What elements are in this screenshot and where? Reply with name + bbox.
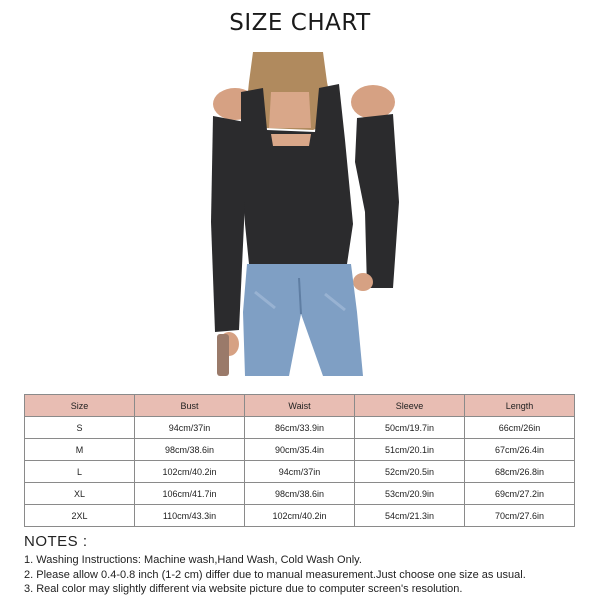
cell-sleeve: 53cm/20.9in bbox=[355, 483, 465, 505]
cell-sleeve: 54cm/21.3in bbox=[355, 505, 465, 527]
cell-length: 70cm/27.6in bbox=[465, 505, 575, 527]
size-chart-table bbox=[24, 394, 575, 527]
cell-waist: 86cm/33.9in bbox=[245, 417, 355, 439]
note-item: 2. Please allow 0.4-0.8 inch (1-2 cm) differ due to manual measurement.Just choose one size as usual. bbox=[24, 568, 526, 581]
cell-size: S bbox=[25, 417, 135, 439]
note-item: 3. Real color may slightly different via website picture due to computer screen's resolution. bbox=[24, 583, 463, 595]
cell-waist: 102cm/40.2in bbox=[245, 505, 355, 527]
column-header-sleeve: Sleeve bbox=[355, 395, 465, 417]
product-photo bbox=[205, 52, 405, 376]
column-header-length: Length bbox=[465, 395, 575, 417]
cell-size: 2XL bbox=[25, 505, 135, 527]
notes-section bbox=[24, 533, 584, 597]
cell-length: 67cm/26.4in bbox=[465, 439, 575, 461]
cell-bust: 102cm/40.2in bbox=[135, 461, 245, 483]
cell-sleeve: 52cm/20.5in bbox=[355, 461, 465, 483]
column-header-waist: Waist bbox=[245, 395, 355, 417]
column-header-bust: Bust bbox=[135, 395, 245, 417]
cell-waist: 90cm/35.4in bbox=[245, 439, 355, 461]
note-item: 1. Washing Instructions: Machine wash,Hand Wash, Cold Wash Only. bbox=[24, 554, 362, 566]
page-title: SIZE CHART bbox=[229, 10, 371, 36]
cell-waist: 98cm/38.6in bbox=[245, 483, 355, 505]
cell-length: 69cm/27.2in bbox=[465, 483, 575, 505]
table-row bbox=[25, 505, 575, 527]
cell-size: M bbox=[25, 439, 135, 461]
table-row bbox=[25, 461, 575, 483]
cell-size: XL bbox=[25, 483, 135, 505]
table-row bbox=[25, 439, 575, 461]
cell-waist: 94cm/37in bbox=[245, 461, 355, 483]
table-row bbox=[25, 483, 575, 505]
cell-bust: 98cm/38.6in bbox=[135, 439, 245, 461]
cell-bust: 94cm/37in bbox=[135, 417, 245, 439]
cell-bust: 110cm/43.3in bbox=[135, 505, 245, 527]
column-header-size: Size bbox=[25, 395, 135, 417]
table-row bbox=[25, 417, 575, 439]
cell-size: L bbox=[25, 461, 135, 483]
cell-length: 68cm/26.8in bbox=[465, 461, 575, 483]
notes-heading: NOTES : bbox=[24, 533, 88, 550]
cell-sleeve: 50cm/19.7in bbox=[355, 417, 465, 439]
cell-length: 66cm/26in bbox=[465, 417, 575, 439]
table-header-row bbox=[25, 395, 575, 417]
cell-bust: 106cm/41.7in bbox=[135, 483, 245, 505]
cell-sleeve: 51cm/20.1in bbox=[355, 439, 465, 461]
